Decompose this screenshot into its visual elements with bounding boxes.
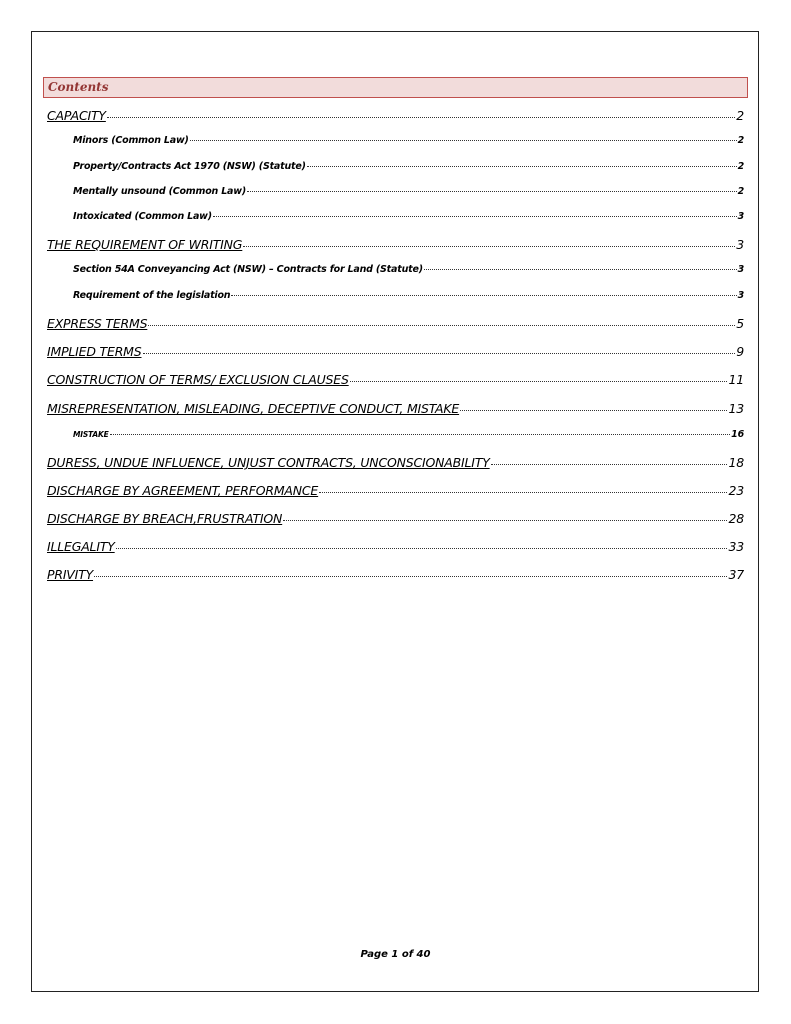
toc-entry-page-number: 3 xyxy=(737,290,744,301)
toc-entry-page-number: 11 xyxy=(728,372,744,387)
toc-entry-title: EXPRESS TERMS xyxy=(47,316,148,331)
toc-dot-leader xyxy=(307,166,737,167)
toc-entry-title: Requirement of the legislation xyxy=(73,290,231,301)
toc-entry[interactable] xyxy=(47,186,744,197)
toc-entry[interactable] xyxy=(47,429,744,440)
toc-dot-leader xyxy=(460,410,727,411)
toc-entry-page-number: 18 xyxy=(728,455,744,470)
toc-dot-leader xyxy=(116,548,728,549)
toc-entry-title: MISREPRESENTATION, MISLEADING, DECEPTIVE CONDUCT, MISTAKE xyxy=(47,401,460,416)
toc-entry-page-number: 3 xyxy=(737,264,744,275)
toc-entry[interactable] xyxy=(47,567,744,582)
toc-entry-page-number: 2 xyxy=(736,108,744,123)
toc-dot-leader xyxy=(243,246,735,247)
toc-entry-page-number: 9 xyxy=(736,344,744,359)
toc-entry[interactable] xyxy=(47,372,744,387)
page-footer: Page 1 of 40 xyxy=(360,949,431,960)
toc-dot-leader xyxy=(491,464,728,465)
toc-dot-leader xyxy=(247,191,737,192)
toc-entry-page-number: 13 xyxy=(728,401,744,416)
toc-entry-page-number: 2 xyxy=(737,186,744,197)
toc-entry[interactable] xyxy=(47,108,744,123)
toc-entry-title: DISCHARGE BY BREACH,FRUSTRATION xyxy=(47,511,283,526)
toc-dot-leader xyxy=(143,353,736,354)
toc-entry-page-number: 5 xyxy=(736,316,744,331)
toc-entry-page-number: 2 xyxy=(737,135,744,146)
toc-entry[interactable] xyxy=(47,483,744,498)
toc-dot-leader xyxy=(94,576,727,577)
toc-entry-title: Intoxicated (Common Law) xyxy=(73,211,212,222)
toc-dot-leader xyxy=(107,117,735,118)
toc-entry-title: DISCHARGE BY AGREEMENT, PERFORMANCE xyxy=(47,483,319,498)
toc-entry-page-number: 2 xyxy=(737,161,744,172)
toc-entry[interactable] xyxy=(47,455,744,470)
toc-dot-leader xyxy=(319,492,727,493)
toc-entry-page-number: 23 xyxy=(728,483,744,498)
toc-dot-leader xyxy=(213,216,737,217)
toc-entry-title: Section 54A Conveyancing Act (NSW) – Contracts for Land (Statute) xyxy=(73,264,423,275)
toc-dot-leader xyxy=(424,269,737,270)
toc-entry[interactable] xyxy=(47,316,744,331)
toc-entry-title: Minors (Common Law) xyxy=(73,135,189,146)
toc-entry-title: DURESS, UNDUE INFLUENCE, UNJUST CONTRACTS, UNCONSCIONABILITY xyxy=(47,455,490,470)
toc-entry[interactable] xyxy=(47,161,744,172)
toc-heading: Contents xyxy=(43,77,748,98)
toc-dot-leader xyxy=(350,381,728,382)
toc-entry-title: Mentally unsound (Common Law) xyxy=(73,186,246,197)
toc-entry[interactable] xyxy=(47,264,744,275)
toc-dot-leader xyxy=(148,325,735,326)
toc-dot-leader xyxy=(283,520,727,521)
toc-entry-title: IMPLIED TERMS xyxy=(47,344,142,359)
toc-entry[interactable] xyxy=(47,511,744,526)
toc-entry[interactable] xyxy=(47,539,744,554)
toc-entry[interactable] xyxy=(47,237,744,252)
toc-entry-title: THE REQUIREMENT OF WRITING xyxy=(47,237,243,252)
toc-dot-leader xyxy=(110,434,731,435)
toc-entry-title: MISTAKE xyxy=(73,430,109,439)
toc-dot-leader xyxy=(190,140,737,141)
toc-entry-page-number: 33 xyxy=(728,539,744,554)
toc-entry[interactable] xyxy=(47,401,744,416)
toc-entry-title: PRIVITY xyxy=(47,567,94,582)
toc-entry-title: ILLEGALITY xyxy=(47,539,115,554)
toc-entry-title: Property/Contracts Act 1970 (NSW) (Statute) xyxy=(73,161,306,172)
toc-entry-page-number: 16 xyxy=(731,429,744,440)
toc-entry-page-number: 28 xyxy=(728,511,744,526)
toc-dot-leader xyxy=(231,295,736,296)
toc-entry-title: CAPACITY xyxy=(47,108,106,123)
toc-entry-page-number: 3 xyxy=(737,211,744,222)
toc-entry[interactable] xyxy=(47,290,744,301)
toc-entry[interactable] xyxy=(47,135,744,146)
toc-entry-page-number: 3 xyxy=(736,237,744,252)
toc-entry-title: CONSTRUCTION OF TERMS/ EXCLUSION CLAUSES xyxy=(47,372,349,387)
toc-entry-page-number: 37 xyxy=(728,567,744,582)
toc-entry[interactable] xyxy=(47,211,744,222)
toc-entry[interactable] xyxy=(47,344,744,359)
